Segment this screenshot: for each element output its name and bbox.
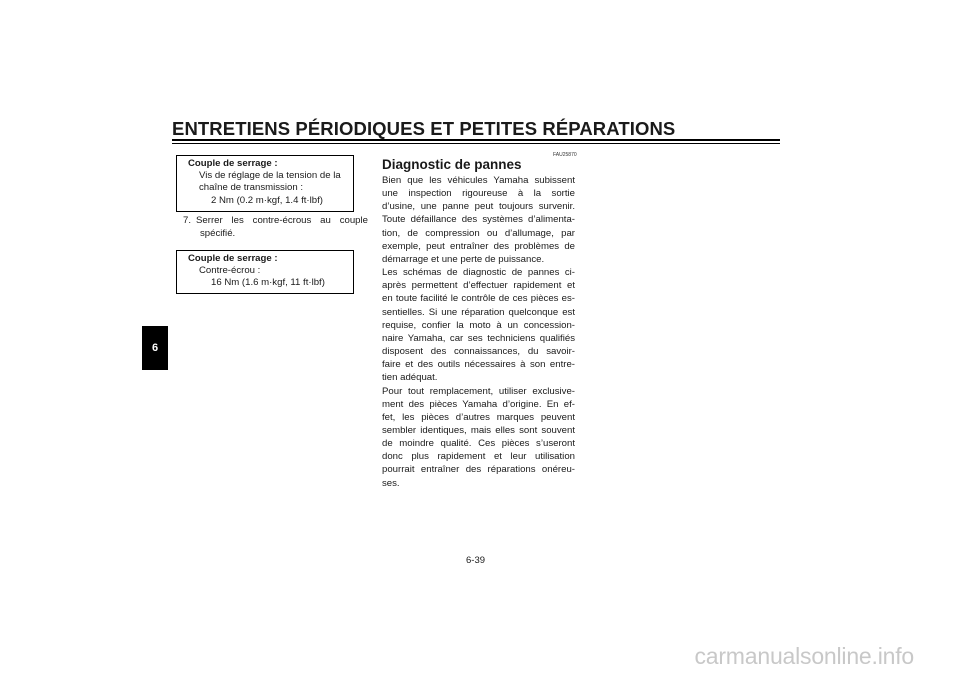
step-text-cont: spécifié. (200, 228, 236, 239)
body-line: Les schémas de diagnostic de pannes ci- (382, 267, 575, 279)
section-title: Diagnostic de pannes (382, 157, 522, 172)
body-line: sentielles. Si une réparation quelconque est (382, 306, 575, 318)
watermark-text: carmanualsonline.info (694, 643, 914, 669)
body-line: naire Yamaha, car ses techniciens qualifiés (382, 332, 575, 344)
torque-spec-title: Couple de serrage : (188, 253, 278, 264)
reference-code: FAU25870 (553, 152, 577, 158)
body-line: Bien que les véhicules Yamaha subissent (382, 175, 575, 186)
body-line: une inspection rigoureuse à la sortie (382, 188, 575, 200)
torque-spec-line: Contre-écrou : (199, 265, 261, 277)
section-body (382, 174, 575, 490)
header-rule-thin (172, 143, 780, 144)
body-line: après permettent d’effectuer rapidement et (382, 280, 575, 292)
torque-spec-box-chain (176, 155, 354, 212)
body-line: démarrage et une perte de puissance. (382, 253, 545, 265)
body-line: de moindre qualité. Ces pièces s’useront (382, 438, 575, 450)
torque-spec-line: chaîne de transmission : (199, 182, 303, 194)
chapter-number: 6 (151, 342, 159, 354)
torque-spec-value: 2 Nm (0.2 m·kgf, 1.4 ft·lbf) (211, 194, 323, 206)
body-line: pourrait entraîner des réparations onéreu- (382, 464, 575, 476)
body-line: tion, de compression ou d’allumage, par (382, 227, 575, 239)
body-line: en toute facilité le contrôle de ces pièces es- (382, 293, 575, 305)
body-line: exemple, peut entraîner des problèmes de (382, 240, 575, 252)
torque-spec-value: 16 Nm (1.6 m·kgf, 11 ft·lbf) (211, 277, 325, 289)
page-number: 6-39 (466, 555, 486, 566)
torque-spec-line: Vis de réglage de la tension de la (199, 170, 341, 182)
torque-spec-box-locknut (176, 250, 354, 294)
page-title: ENTRETIENS PÉRIODIQUES ET PETITES RÉPARATIONS (172, 118, 676, 139)
body-line: donc plus rapidement et leur utilisation (382, 451, 575, 463)
body-line: disposent des connaissances, du savoir- (382, 346, 575, 358)
torque-spec-title: Couple de serrage : (188, 158, 278, 169)
body-line: requise, confier la moto à un concession- (382, 319, 575, 331)
body-line: ment des pièces Yamaha d’origine. En ef- (382, 398, 575, 410)
body-line: Pour tout remplacement, utiliser exclusive- (382, 385, 575, 397)
chapter-tab (142, 326, 168, 370)
header-rule-thick (172, 139, 780, 141)
body-line: fet, les pièces d’autres marques peuvent (382, 411, 575, 423)
step-7 (183, 214, 368, 240)
body-line: d’usine, une panne peut toujours survenir. (382, 201, 575, 213)
body-line: sembler identiques, mais elles sont souvent (382, 424, 575, 436)
body-line: tien adéquat. (382, 372, 438, 384)
body-line: ses. (382, 477, 400, 489)
step-text: Serrer les contre-écrous au couple (196, 215, 368, 226)
step-number: 7. (183, 215, 192, 226)
body-line: faire et des outils nécessaires à son entre- (382, 359, 575, 371)
body-line: Toute défaillance des systèmes d’alimenta- (382, 214, 575, 226)
